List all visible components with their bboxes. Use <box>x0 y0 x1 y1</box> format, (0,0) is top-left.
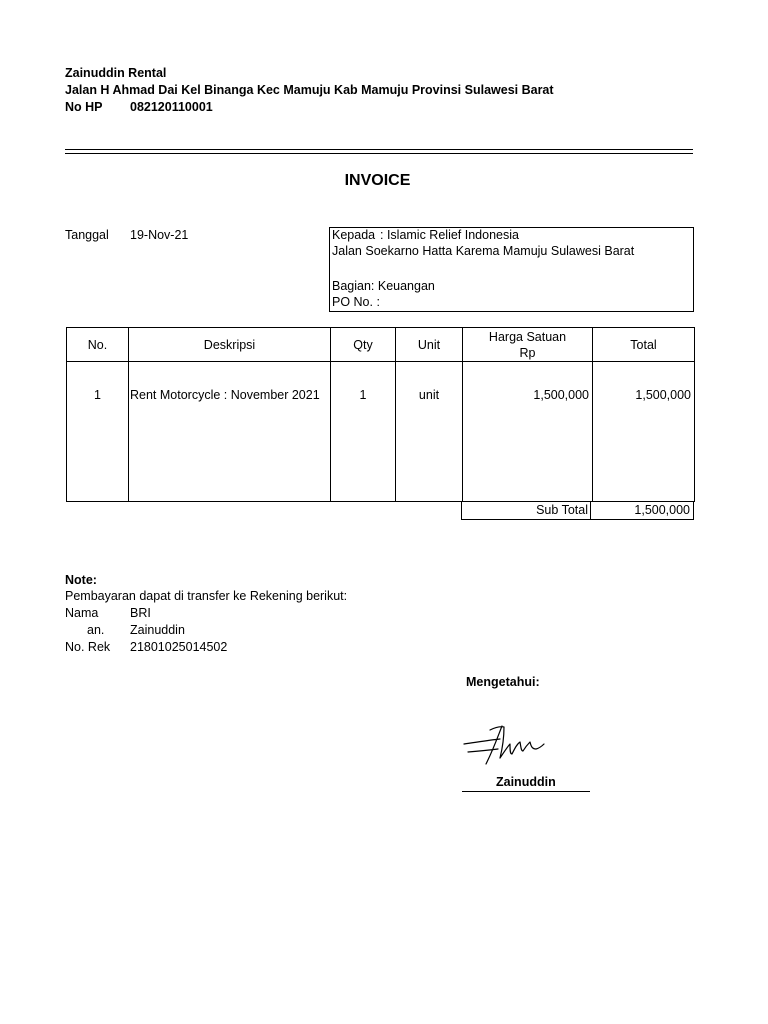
recipient-address: Jalan Soekarno Hatta Karema Mamuju Sulawesi Barat <box>332 244 635 258</box>
header-no: No. <box>67 328 129 362</box>
header-unit: Unit <box>396 328 463 362</box>
header-qty: Qty <box>331 328 396 362</box>
row-no: 1 <box>67 362 129 502</box>
company-name: Zainuddin Rental <box>65 66 167 80</box>
phone-number: 082120110001 <box>130 100 213 114</box>
company-address: Jalan H Ahmad Dai Kel Binanga Kec Mamuju Kab Mamuju Provinsi Sulawesi Barat <box>65 83 554 97</box>
subtotal-box <box>461 502 694 520</box>
items-table <box>66 327 695 502</box>
row-description: Rent Motorcycle : November 2021 <box>129 362 331 502</box>
header-description: Deskripsi <box>129 328 331 362</box>
date-label: Tanggal <box>65 228 109 242</box>
row-total: 1,500,000 <box>593 362 695 502</box>
holder-label: an. <box>87 623 105 637</box>
invoice-title: INVOICE <box>344 172 411 189</box>
row-unit: unit <box>396 362 463 502</box>
subtotal-label: Sub Total <box>536 503 588 517</box>
signatory-name: Zainuddin <box>496 775 556 789</box>
subtotal-value: 1,500,000 <box>634 503 690 517</box>
signature-image <box>460 722 550 772</box>
header-divider-bottom <box>65 153 693 154</box>
recipient-po: PO No. : <box>332 295 380 309</box>
bank-value: BRI <box>130 606 151 620</box>
date-value: 19-Nov-21 <box>130 228 189 242</box>
header-unit-price <box>463 328 593 362</box>
table-header-row <box>67 328 695 362</box>
header-unit-price-line2: Rp <box>519 345 536 360</box>
table-row <box>67 362 695 502</box>
note-title: Note: <box>65 573 97 587</box>
row-unit-price: 1,500,000 <box>463 362 593 502</box>
row-qty: 1 <box>331 362 396 502</box>
recipient-to-value: : Islamic Relief Indonesia <box>380 228 519 242</box>
phone-label: No HP <box>65 100 103 114</box>
holder-value: Zainuddin <box>130 623 185 637</box>
acknowledged-label: Mengetahui: <box>466 675 540 689</box>
recipient-to-label: Kepada <box>332 228 376 242</box>
account-value: 21801025014502 <box>130 640 228 654</box>
account-label: No. Rek <box>65 640 111 654</box>
bank-label: Nama <box>65 606 99 620</box>
signature-line <box>462 791 590 792</box>
header-unit-price-line1: Harga Satuan <box>488 329 567 344</box>
recipient-box <box>329 227 694 312</box>
header-total: Total <box>593 328 695 362</box>
header-divider-top <box>65 149 693 150</box>
note-text: Pembayaran dapat di transfer ke Rekening berikut: <box>65 589 348 603</box>
recipient-department: Bagian: Keuangan <box>332 279 435 293</box>
